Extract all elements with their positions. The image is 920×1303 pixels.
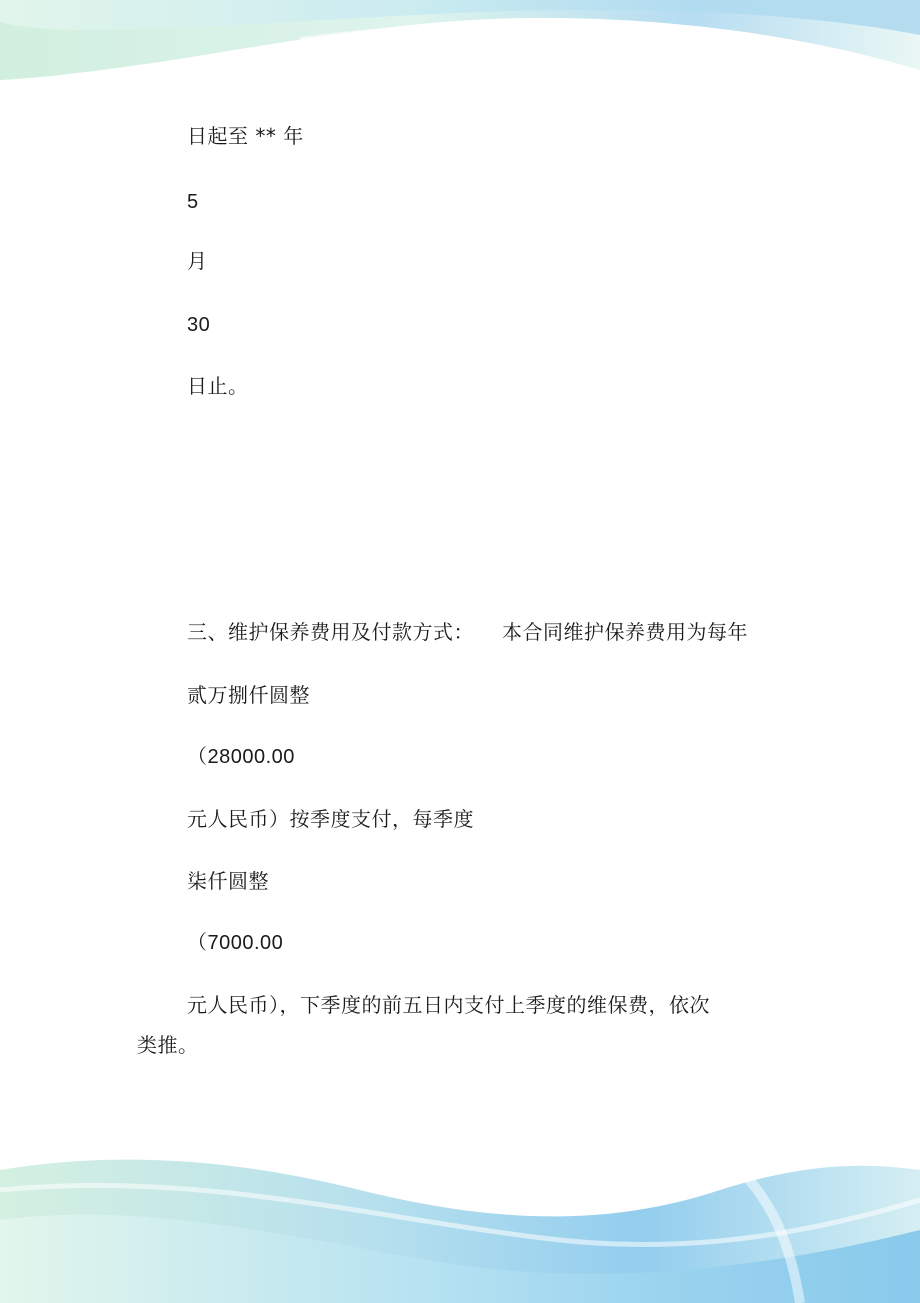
paragraph-line: 类推。 — [137, 1033, 199, 1057]
paragraph-line: 贰万捌仟圆整 — [187, 683, 310, 707]
paragraph-line: 元人民币），下季度的前五日内支付上季度的维保费，依次 — [187, 993, 710, 1017]
paragraph-line: 柒仟圆整 — [187, 869, 269, 893]
paragraph-line: 元人民币）按季度支付，每季度 — [187, 807, 474, 831]
paragraph-line: 日起至 ** 年 — [187, 124, 304, 148]
paragraph-line: 日止。 — [187, 374, 249, 398]
section-heading-continuation: 本合同维护保养费用为每年 — [502, 620, 748, 644]
paragraph-line: 30 — [187, 314, 211, 336]
section-heading-line — [187, 620, 748, 644]
section-heading: 三、维护保养费用及付款方式： — [187, 620, 474, 644]
paragraph-line: （28000.00 — [187, 746, 295, 768]
paragraph-line: （7000.00 — [187, 932, 284, 954]
paragraph-line: 5 — [187, 191, 199, 213]
paragraph-line: 月 — [187, 249, 208, 273]
